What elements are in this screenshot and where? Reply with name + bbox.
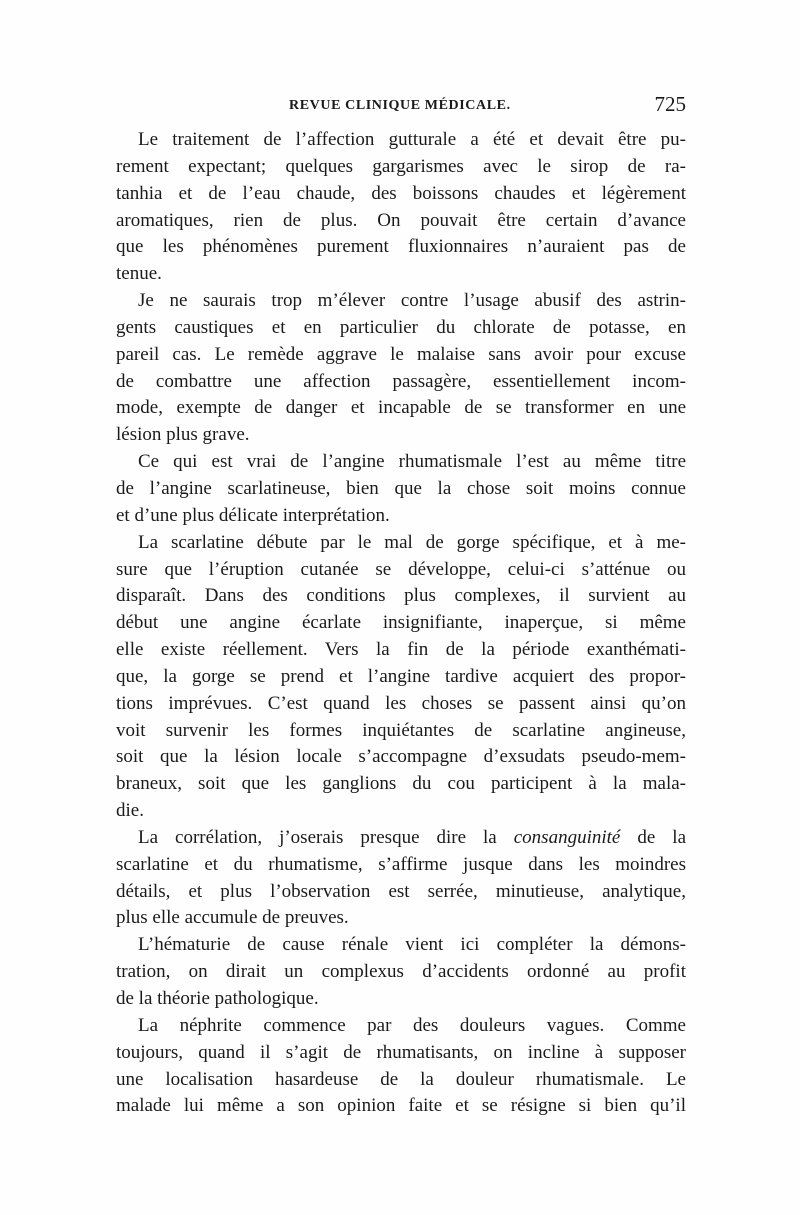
text-line: malade lui même a son opinion faite et se résigne si bien qu’il bbox=[116, 1095, 686, 1117]
text-line: elle existe réellement. Vers la fin de la période exanthémati- bbox=[116, 639, 686, 661]
text-line: tions imprévues. C’est quand les choses se passent ainsi qu’on bbox=[116, 692, 686, 714]
text-line: et d’une plus délicate interprétation. bbox=[116, 504, 390, 526]
text-line: détails, et plus l’observation est serrée, minutieuse, analytique, bbox=[116, 880, 686, 902]
text-line: de la théorie pathologique. bbox=[116, 988, 319, 1009]
text-line: voit survenir les formes inquiétantes de scarlatine angineuse, bbox=[116, 719, 686, 741]
text-line: plus elle accumule de preuves. bbox=[116, 907, 349, 929]
text-line: tenue. bbox=[116, 263, 162, 285]
text-line: braneux, soit que les ganglions du cou participent à la mala- bbox=[116, 773, 686, 795]
text-line: La scarlatine débute par le mal de gorge spécifique, et à me- bbox=[138, 531, 686, 553]
italic-term: consanguinité bbox=[513, 826, 621, 848]
text-line: tration, on dirait un complexus d’accidents ordonné au profit bbox=[116, 961, 686, 983]
text-line: toujours, quand il s’agit de rhumatisants, on incline à supposer bbox=[116, 1041, 686, 1063]
running-title: REVUE CLINIQUE MÉDICALE. bbox=[289, 98, 511, 113]
text-line: sure que l’éruption cutanée se développe, celui-ci s’atténue ou bbox=[116, 558, 686, 580]
text-line: mode, exempte de danger et incapable de se transformer en une bbox=[116, 397, 686, 419]
running-head bbox=[116, 92, 686, 122]
text-line: Ce qui est vrai de l’angine rhumatismale l’est au même titre bbox=[138, 451, 686, 473]
text-line: aromatiques, rien de plus. On pouvait être certain d’avance bbox=[116, 209, 686, 231]
text-line: die. bbox=[116, 800, 144, 822]
page-number: 725 bbox=[654, 92, 686, 116]
text-line: tanhia et de l’eau chaude, des boissons chaudes et légèrement bbox=[116, 182, 686, 204]
text-fragment: de la bbox=[637, 826, 686, 848]
text-line bbox=[116, 825, 686, 852]
text-line: pareil cas. Le remède aggrave le malaise sans avoir pour excuse bbox=[116, 343, 686, 365]
text-line: lésion plus grave. bbox=[116, 424, 250, 446]
text-line: scarlatine et du rhumatisme, s’affirme jusque dans les moindres bbox=[116, 853, 686, 875]
text-line: rement expectant; quelques gargarismes avec le sirop de ra- bbox=[116, 155, 686, 177]
body-text bbox=[116, 127, 686, 1120]
text-line: L’hématurie de cause rénale vient ici compléter la démons- bbox=[138, 934, 686, 956]
text-line: de combattre une affection passagère, essentiellement incom- bbox=[116, 370, 686, 392]
text-line: disparaît. Dans des conditions plus complexes, il survient au bbox=[116, 585, 686, 607]
text-line: début une angine écarlate insignifiante, inaperçue, si même bbox=[116, 612, 686, 634]
text-line: que, la gorge se prend et l’angine tardive acquiert des propor- bbox=[116, 665, 686, 687]
text-line: Je ne saurais trop m’élever contre l’usage abusif des astrin- bbox=[138, 290, 686, 312]
text-line: gents caustiques et en particulier du chlorate de potasse, en bbox=[116, 316, 686, 338]
text-fragment: La corrélation, j’oserais presque dire la bbox=[138, 826, 497, 848]
text-line: La néphrite commence par des douleurs vagues. Comme bbox=[138, 1014, 686, 1036]
text-line: Le traitement de l’affection gutturale a été et devait être pu- bbox=[138, 129, 686, 150]
text-line: une localisation hasardeuse de la douleur rhumatismale. Le bbox=[116, 1068, 686, 1090]
text-line: de l’angine scarlatineuse, bien que la chose soit moins connue bbox=[116, 477, 686, 499]
text-line: soit que la lésion locale s’accompagne d’exsudats pseudo-mem- bbox=[116, 746, 686, 768]
text-line: que les phénomènes purement fluxionnaires n’auraient pas de bbox=[116, 236, 686, 258]
